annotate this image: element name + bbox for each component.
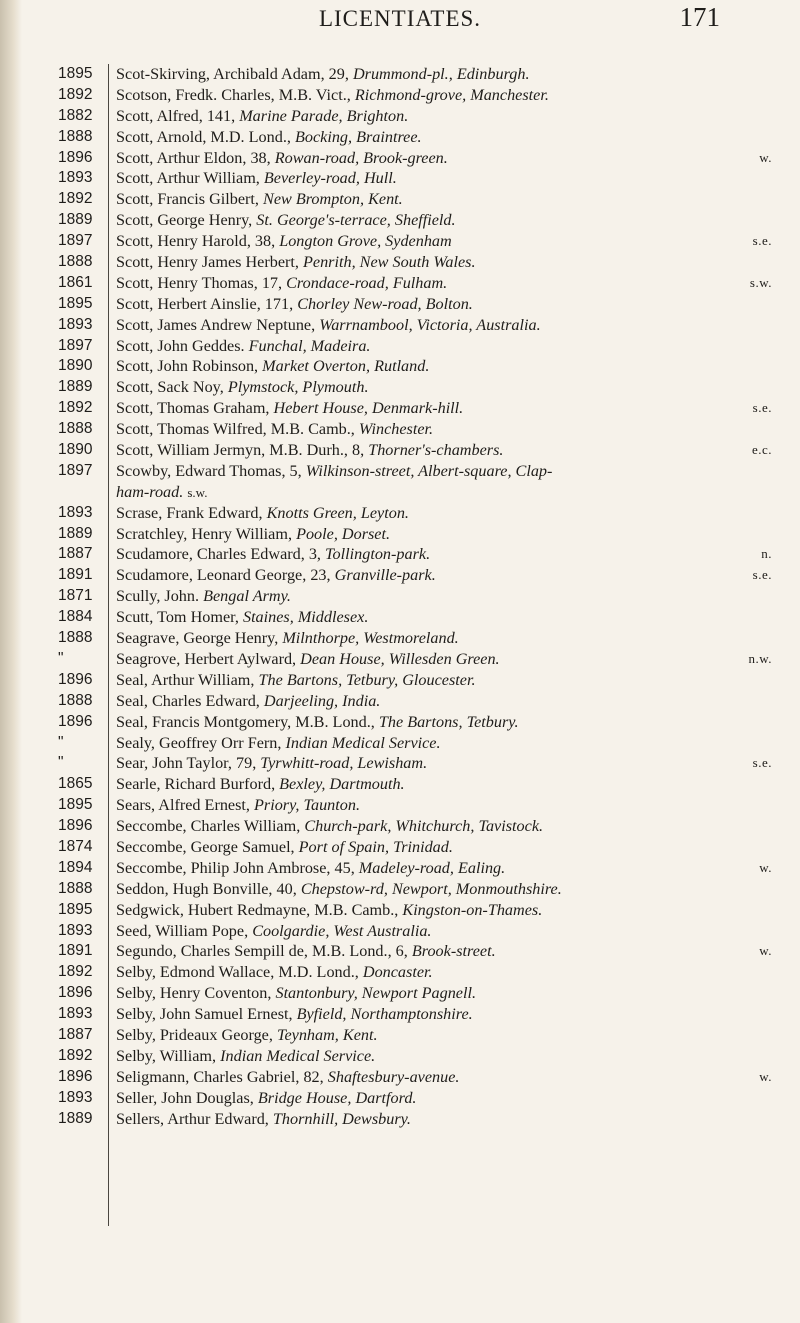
- entry-year: 1896: [58, 670, 93, 688]
- entry-address: Chepstow-rd, Newport, Monmouthshire.: [300, 879, 562, 898]
- register-entry: [0, 356, 800, 377]
- register-entry: [0, 774, 800, 795]
- entry-name: Scott, Henry James Herbert,: [116, 253, 299, 272]
- entry-name: Scott, Arthur Eldon, 38,: [116, 148, 271, 167]
- entry-name: Scott, Francis Gilbert,: [116, 190, 259, 209]
- register-entry: [0, 837, 800, 858]
- entry-text: [116, 565, 436, 586]
- register-entry: [0, 670, 800, 691]
- entry-year: 1888: [58, 629, 93, 647]
- entry-year: 1897: [58, 336, 93, 354]
- entry-address: Darjeeling, India.: [263, 691, 381, 710]
- entry-address: Plymstock, Plymouth.: [227, 378, 369, 397]
- entry-year: 1871: [58, 587, 93, 605]
- entry-postal-district: s.e.: [752, 400, 772, 416]
- entry-year: 1861: [58, 273, 93, 291]
- entry-year: 1896: [58, 712, 93, 730]
- entry-year: 1893: [58, 1005, 93, 1023]
- entry-text: [116, 440, 503, 461]
- entry-text: [116, 670, 476, 691]
- entry-name: Selby, John Samuel Ernest,: [116, 1005, 293, 1024]
- register-entry: [0, 127, 800, 148]
- entry-name: Seligmann, Charles Gabriel, 82,: [116, 1067, 324, 1086]
- entry-name: Seccombe, George Samuel,: [116, 837, 295, 856]
- entry-text: [116, 733, 441, 754]
- entry-name: Scully, John.: [116, 587, 200, 606]
- entry-year: 1889: [58, 211, 93, 229]
- entry-name: Segundo, Charles Sempill de, M.B. Lond., 6,: [116, 942, 408, 961]
- entry-text: [116, 273, 447, 294]
- entry-postal-district: w.: [759, 943, 772, 959]
- entry-address: Dean House, Willesden Green.: [300, 649, 500, 668]
- entry-address: Beverley-road, Hull.: [263, 169, 397, 188]
- entry-name: Scott, Alfred, 141,: [116, 106, 236, 125]
- entry-year: 1895: [58, 294, 93, 312]
- entry-address: Bengal Army.: [203, 587, 291, 606]
- register-entry: [0, 1046, 800, 1067]
- register-entry: [0, 106, 800, 127]
- entry-name: Sellers, Arthur Edward,: [116, 1109, 269, 1128]
- entry-postal-district: s.e.: [752, 567, 772, 583]
- entry-year: ": [58, 649, 64, 667]
- entry-address: The Bartons, Tetbury.: [378, 712, 519, 731]
- entry-text: [116, 983, 476, 1004]
- entry-postal-district: w.: [759, 1068, 772, 1084]
- entry-text: [116, 795, 360, 816]
- page-number: 171: [679, 2, 720, 32]
- register-entry: [0, 983, 800, 1004]
- entry-year: 1893: [58, 1088, 93, 1106]
- entry-address: Staines, Middlesex.: [242, 608, 369, 627]
- entry-address: The Bartons, Tetbury, Gloucester.: [258, 670, 476, 689]
- page-header: [0, 0, 800, 60]
- entry-text: [116, 858, 505, 879]
- register-entry: [0, 586, 800, 607]
- entry-text: [116, 607, 368, 628]
- entry-address: Indian Medical Service.: [285, 733, 441, 752]
- entry-name: Seagrave, George Henry,: [116, 629, 279, 648]
- entry-name: Seccombe, Charles William,: [116, 817, 301, 836]
- entry-address: Marine Parade, Brighton.: [239, 106, 409, 125]
- register-entry: [0, 189, 800, 210]
- entry-year: 1895: [58, 796, 93, 814]
- entry-text: [116, 419, 433, 440]
- entry-address: St. George's-terrace, Sheffield.: [256, 211, 456, 230]
- register-entry: [0, 941, 800, 962]
- entry-text: [116, 127, 422, 148]
- entry-text: [116, 816, 543, 837]
- entry-year: 1896: [58, 1067, 93, 1085]
- entry-postal-district: s.e.: [752, 755, 772, 771]
- entry-year: 1891: [58, 566, 93, 584]
- entry-year: 1891: [58, 942, 93, 960]
- entry-address: Poole, Dorset.: [296, 524, 391, 543]
- entry-name: Scudamore, Charles Edward, 3,: [116, 545, 321, 564]
- entry-year: 1888: [58, 879, 93, 897]
- entry-name: Scott, Thomas Graham,: [116, 399, 270, 418]
- entry-address: Chorley New-road, Bolton.: [297, 294, 473, 313]
- entry-postal-district: s.w.: [749, 274, 772, 290]
- entry-text: [116, 252, 476, 273]
- register-entries: [0, 64, 800, 1129]
- entry-year: 1892: [58, 963, 93, 981]
- register-entry: [0, 503, 800, 524]
- entry-address: Madeley-road, Ealing.: [358, 858, 506, 877]
- entry-name: Scott, Arnold, M.D. Lond.,: [116, 127, 291, 146]
- entry-text: [116, 85, 549, 106]
- entry-text: [116, 461, 552, 482]
- entry-address: Bridge House, Dartford.: [257, 1088, 417, 1107]
- entry-year: 1893: [58, 503, 93, 521]
- entry-address: Thornhill, Dewsbury.: [272, 1109, 411, 1128]
- entry-year: 1893: [58, 315, 93, 333]
- entry-text: [116, 586, 291, 607]
- entry-name: Seagrove, Herbert Aylward,: [116, 649, 297, 668]
- register-entry: [0, 440, 800, 461]
- entry-postal-district: s.e.: [752, 233, 772, 249]
- entry-name: Sear, John Taylor, 79,: [116, 754, 257, 773]
- entry-name: Sears, Alfred Ernest,: [116, 796, 250, 815]
- entry-name: Scott, James Andrew Neptune,: [116, 315, 316, 334]
- entry-year: ": [58, 733, 64, 751]
- entry-text: [116, 503, 409, 524]
- entry-year: 1888: [58, 253, 93, 271]
- entry-name: Scott, Henry Harold, 38,: [116, 232, 276, 251]
- register-entry: [0, 1109, 800, 1130]
- entry-name: Seed, William Pope,: [116, 921, 249, 940]
- entry-address: Teynham, Kent.: [276, 1025, 378, 1044]
- register-entry: [0, 607, 800, 628]
- entry-text: [116, 294, 473, 315]
- register-entry: [0, 962, 800, 983]
- entry-address: Shaftesbury-avenue.: [327, 1067, 460, 1086]
- entry-name: Seal, Francis Montgomery, M.B. Lond.,: [116, 712, 375, 731]
- entry-address: Rowan-road, Brook-green.: [274, 148, 448, 167]
- entry-address: Church-park, Whitchurch, Tavistock.: [304, 817, 544, 836]
- entry-text: [116, 774, 405, 795]
- entry-year: 1889: [58, 524, 93, 542]
- entry-name: Scott, William Jermyn, M.B. Durh., 8,: [116, 441, 365, 460]
- entry-name: Scot-Skirving, Archibald Adam, 29,: [116, 65, 349, 83]
- register-entry: [0, 733, 800, 754]
- entry-year: 1888: [58, 127, 93, 145]
- entry-year: 1897: [58, 461, 93, 479]
- entry-postal-district: w.: [759, 859, 772, 875]
- entry-postal-district: n.: [761, 546, 772, 562]
- entry-name: Seal, Charles Edward,: [116, 691, 260, 710]
- running-title: LICENTIATES.: [318, 6, 482, 31]
- register-entry: [0, 691, 800, 712]
- entry-year: 1889: [58, 1109, 93, 1127]
- entry-name: Scotson, Fredk. Charles, M.B. Vict.,: [116, 85, 351, 104]
- entry-address: Richmond-grove, Manchester.: [354, 85, 549, 104]
- entry-text: [116, 941, 496, 962]
- entry-name: Selby, William,: [116, 1046, 217, 1065]
- entry-text: [116, 962, 433, 983]
- register-entry: [0, 231, 800, 252]
- entry-address: New Brompton, Kent.: [263, 190, 403, 209]
- entry-year: 1896: [58, 148, 93, 166]
- entry-text: [116, 753, 427, 774]
- entry-name: Scudamore, Leonard George, 23,: [116, 566, 331, 585]
- entry-address: Bocking, Braintree.: [294, 127, 422, 146]
- entry-postal-district: e.c.: [751, 442, 772, 458]
- entry-name: Scott, George Henry,: [116, 211, 253, 230]
- register-entry: [0, 1025, 800, 1046]
- entry-year: 1892: [58, 399, 93, 417]
- entry-address: Doncaster.: [362, 963, 433, 982]
- register-entry: [0, 419, 800, 440]
- entry-text: [116, 148, 448, 169]
- entry-year: 1887: [58, 1025, 93, 1043]
- register-entry: [0, 294, 800, 315]
- entry-text: [116, 398, 463, 419]
- entry-year: 1895: [58, 65, 93, 82]
- entry-address: Milnthorpe, Westmoreland.: [282, 629, 459, 648]
- entry-text: [116, 336, 370, 357]
- entry-text: [116, 900, 542, 921]
- register-entry: [0, 544, 800, 565]
- entry-address: ham-road.: [116, 482, 184, 501]
- register-entry: [0, 273, 800, 294]
- entry-text: [116, 837, 453, 858]
- entry-name: Selby, Henry Coventon,: [116, 984, 272, 1003]
- entry-text: [116, 315, 541, 336]
- entry-address: Byfield, Northamptonshire.: [296, 1005, 473, 1024]
- entry-year: 1893: [58, 169, 93, 187]
- register-entry: [0, 712, 800, 733]
- entry-name: Scott, John Geddes.: [116, 336, 245, 355]
- entry-name: Scott, Herbert Ainslie, 171,: [116, 294, 294, 313]
- entry-text: [116, 231, 452, 252]
- entry-address: Kingston-on-Thames.: [402, 900, 543, 919]
- entry-text: [116, 1067, 459, 1088]
- entry-text: [116, 356, 429, 377]
- entry-postal-district: s.w.: [187, 484, 208, 500]
- register-entry: [0, 336, 800, 357]
- entry-year: 1897: [58, 232, 93, 250]
- entry-year: 1893: [58, 921, 93, 939]
- entry-name: Seal, Arthur William,: [116, 670, 255, 689]
- register-entry: [0, 85, 800, 106]
- entry-text: [116, 712, 519, 733]
- entry-text: [116, 482, 207, 504]
- register-entry: [0, 377, 800, 398]
- register-entry: [0, 148, 800, 169]
- entry-address: Thorner's-chambers.: [368, 441, 504, 460]
- entry-address: Drummond-pl., Edinburgh.: [352, 65, 530, 83]
- register-entry: [0, 649, 800, 670]
- entry-name: Scott, Arthur William,: [116, 169, 260, 188]
- entry-address: Tyrwhitt-road, Lewisham.: [260, 754, 428, 773]
- entry-year: 1865: [58, 775, 93, 793]
- register-entry: [0, 461, 800, 482]
- entry-address: Warrnambool, Victoria, Australia.: [319, 315, 541, 334]
- entry-year: 1896: [58, 817, 93, 835]
- register-entry: [0, 482, 800, 503]
- entry-address: Stantonbury, Newport Pagnell.: [275, 984, 477, 1003]
- register-entry: [0, 900, 800, 921]
- entry-year: 1895: [58, 900, 93, 918]
- entry-postal-district: n.w.: [748, 650, 772, 666]
- entry-year: 1892: [58, 190, 93, 208]
- entry-year: 1882: [58, 106, 93, 124]
- register-entry: [0, 921, 800, 942]
- entry-text: [116, 106, 408, 127]
- entry-name: Sealy, Geoffrey Orr Fern,: [116, 733, 282, 752]
- entry-text: [116, 1004, 473, 1025]
- entry-year: ": [58, 754, 64, 772]
- register-entry: [0, 64, 800, 85]
- entry-name: Scott, Henry Thomas, 17,: [116, 273, 283, 292]
- entry-year: 1888: [58, 420, 93, 438]
- register-entry: [0, 1088, 800, 1109]
- entry-year: 1884: [58, 608, 93, 626]
- entry-text: [116, 1025, 378, 1046]
- entry-text: [116, 189, 403, 210]
- entry-text: [116, 1046, 375, 1067]
- entry-text: [116, 168, 397, 189]
- entry-name: Scott, Sack Noy,: [116, 378, 224, 397]
- entry-name: Seddon, Hugh Bonville, 40,: [116, 879, 297, 898]
- entry-text: [116, 1088, 416, 1109]
- register-entry: [0, 1067, 800, 1088]
- entry-text: [116, 628, 459, 649]
- entry-address: Indian Medical Service.: [220, 1046, 376, 1065]
- entry-address: Crondace-road, Fulham.: [286, 273, 448, 292]
- entry-address: Bexley, Dartmouth.: [279, 775, 405, 794]
- entry-address: Granville-park.: [334, 566, 436, 585]
- register-entry: [0, 795, 800, 816]
- entry-address: Penrith, New South Wales.: [303, 253, 476, 272]
- entry-text: [116, 544, 430, 565]
- register-entry: [0, 398, 800, 419]
- entry-text: [116, 210, 456, 231]
- entry-name: Scott, Thomas Wilfred, M.B. Camb.,: [116, 420, 355, 439]
- entry-year: 1894: [58, 858, 93, 876]
- entry-address: Winchester.: [358, 420, 434, 439]
- register-entry: [0, 628, 800, 649]
- entry-address: Knotts Green, Leyton.: [266, 503, 409, 522]
- register-entry: [0, 1004, 800, 1025]
- register-entry: [0, 816, 800, 837]
- register-entry: [0, 879, 800, 900]
- entry-name: Seller, John Douglas,: [116, 1088, 254, 1107]
- entry-text: [116, 879, 562, 900]
- entry-name: Selby, Prideaux George,: [116, 1025, 273, 1044]
- entry-address: Wilkinson-street, Albert-square, Clap-: [305, 461, 553, 480]
- entry-name: Sedgwick, Hubert Redmayne, M.B. Camb.,: [116, 900, 399, 919]
- entry-address: Longton Grove, Sydenham: [279, 232, 452, 251]
- entry-address: Priory, Taunton.: [254, 796, 361, 815]
- entry-name: Scutt, Tom Homer,: [116, 608, 239, 627]
- entry-name: Scott, John Robinson,: [116, 357, 259, 376]
- entry-text: [116, 1109, 411, 1130]
- entry-name: Seccombe, Philip John Ambrose, 45,: [116, 858, 355, 877]
- register-entry: [0, 565, 800, 586]
- entry-address: Coolgardie, West Australia.: [252, 921, 432, 940]
- register-entry: [0, 252, 800, 273]
- entry-text: [116, 649, 500, 670]
- register-entry: [0, 315, 800, 336]
- entry-address: Tollington-park.: [325, 545, 431, 564]
- entry-name: Scowby, Edward Thomas, 5,: [116, 461, 302, 480]
- entry-text: [116, 524, 390, 545]
- entry-text: [116, 691, 380, 712]
- entry-postal-district: w.: [759, 149, 772, 165]
- register-entry: [0, 858, 800, 879]
- register-entry: [0, 524, 800, 545]
- entry-address: Funchal, Madeira.: [248, 336, 371, 355]
- entry-year: 1888: [58, 691, 93, 709]
- entry-name: Scratchley, Henry William,: [116, 524, 293, 543]
- entry-address: Market Overton, Rutland.: [262, 357, 430, 376]
- register-entry: [0, 210, 800, 231]
- entry-address: Brook-street.: [411, 942, 496, 961]
- register-entry: [0, 753, 800, 774]
- entry-text: [116, 64, 530, 85]
- entry-name: Scrase, Frank Edward,: [116, 503, 263, 522]
- entry-text: [116, 921, 431, 942]
- entry-year: 1890: [58, 441, 93, 459]
- entry-year: 1874: [58, 837, 93, 855]
- entry-year: 1892: [58, 85, 93, 103]
- entry-year: 1890: [58, 357, 93, 375]
- entry-year: 1887: [58, 545, 93, 563]
- entry-address: Hebert House, Denmark-hill.: [273, 399, 464, 418]
- entry-address: Port of Spain, Trinidad.: [298, 837, 453, 856]
- entry-year: 1889: [58, 378, 93, 396]
- entry-name: Selby, Edmond Wallace, M.D. Lond.,: [116, 963, 359, 982]
- register-entry: [0, 168, 800, 189]
- entry-text: [116, 377, 369, 398]
- entry-year: 1896: [58, 984, 93, 1002]
- entry-name: Searle, Richard Burford,: [116, 775, 276, 794]
- entry-year: 1892: [58, 1046, 93, 1064]
